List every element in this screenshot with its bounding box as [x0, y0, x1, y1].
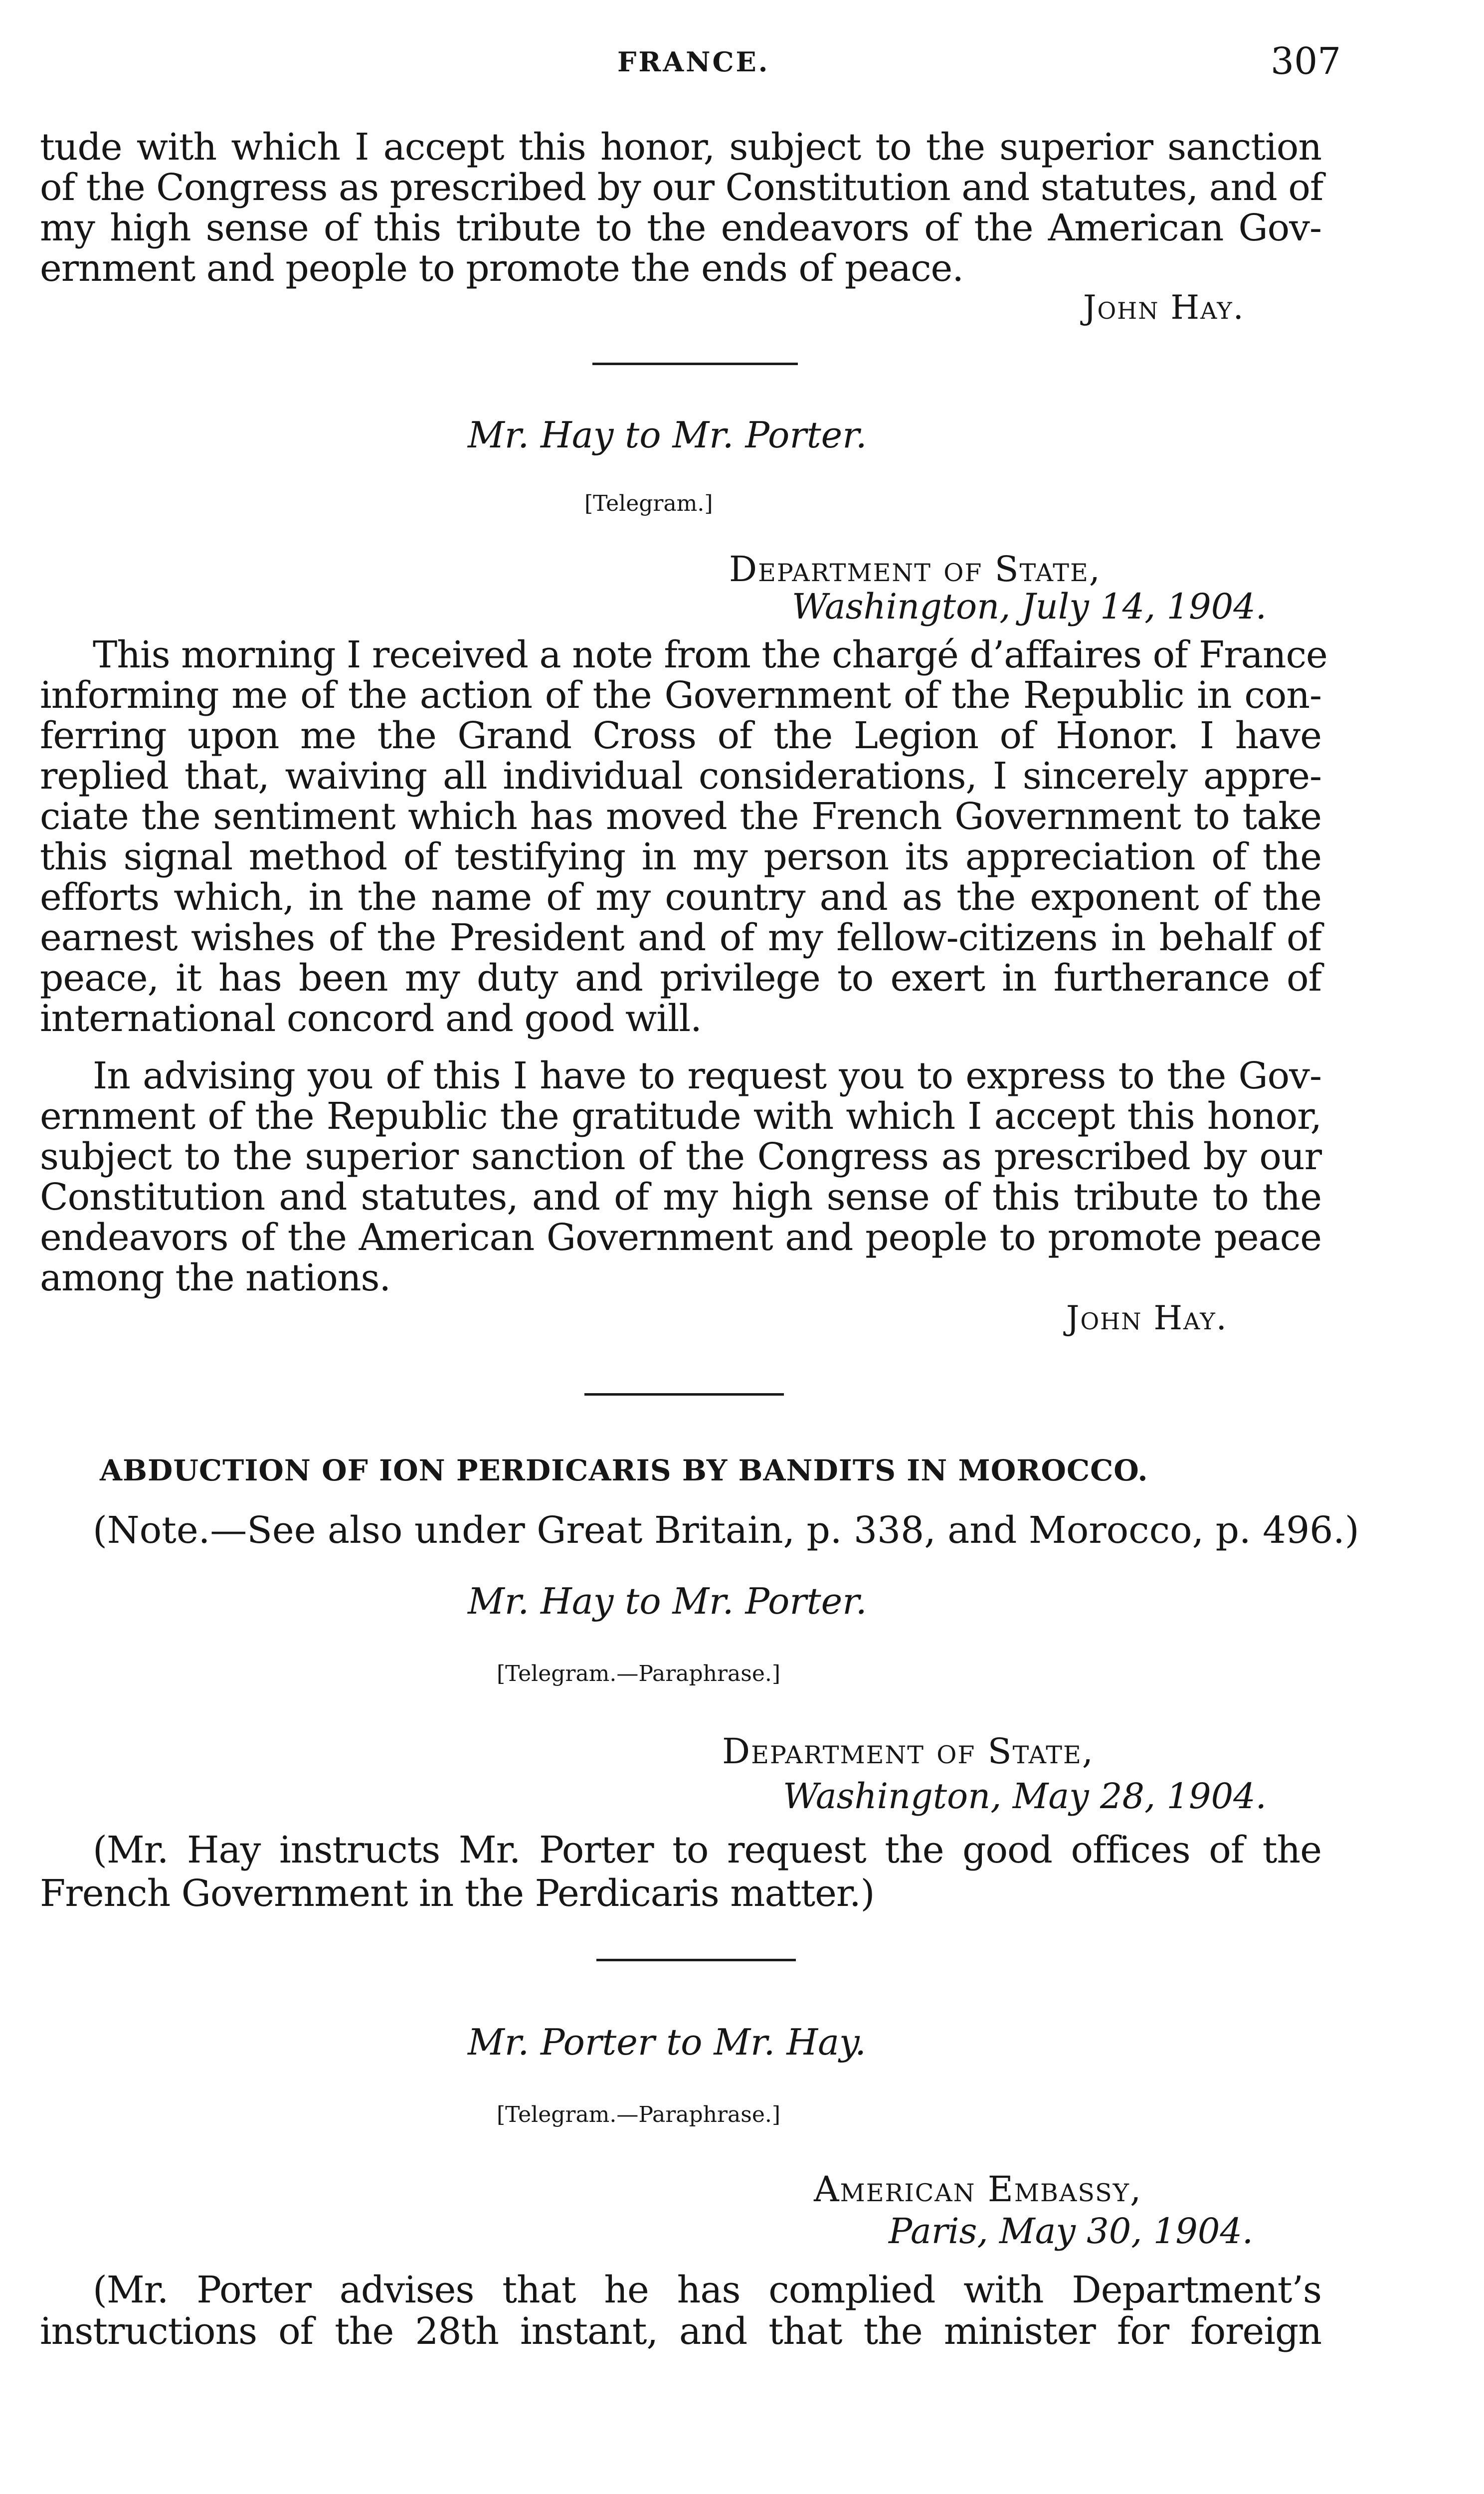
text-line: international concord and good will. — [40, 997, 702, 1040]
text-line: ernment and people to promote the ends of peace. — [40, 247, 963, 290]
page-number: 307 — [1271, 40, 1341, 83]
letter-title: Mr. Porter to Mr. Hay. — [468, 2021, 867, 2063]
sender-line: Department of State, — [729, 549, 1102, 590]
text-line: informing me of the action of the Government of the Republic in con- — [40, 674, 1321, 717]
text-line: among the nations. — [40, 1256, 390, 1299]
section-divider — [596, 1959, 796, 1961]
signature: John Hay. — [1066, 1299, 1228, 1337]
text-line: In advising you of this I have to request you to express to the Gov- — [93, 1054, 1321, 1097]
text-line: ferring upon me the Grand Cross of the Legion of Honor. I have — [40, 714, 1321, 757]
section-heading: ABDUCTION OF ION PERDICARIS BY BANDITS IN MOROCCO. — [100, 1454, 1148, 1487]
text-line: (Mr. Porter advises that he has complied with Department’s — [93, 2269, 1321, 2311]
signature: John Hay. — [1083, 288, 1245, 327]
sender-line: American Embassy, — [814, 2169, 1142, 2210]
text-line: instructions of the 28th instant, and that the minister for foreign — [40, 2310, 1321, 2353]
text-line: This morning I received a note from the chargé d’affaires of France — [93, 633, 1327, 676]
sender-line: Department of State, — [722, 1731, 1095, 1772]
telegram-label: [Telegram.—Paraphrase.] — [497, 2102, 781, 2127]
text-line: tude with which I accept this honor, subject to the superior sanction — [40, 126, 1321, 169]
telegram-label: [Telegram.] — [584, 491, 713, 516]
letter-title: Mr. Hay to Mr. Porter. — [468, 414, 867, 456]
place-date: Washington, July 14, 1904. — [792, 586, 1267, 627]
section-note: (Note.—See also under Great Britain, p. 338, and Morocco, p. 496.) — [93, 1509, 1359, 1552]
section-divider — [592, 363, 798, 365]
text-line: my high sense of this tribute to the endeavors of the American Gov- — [40, 207, 1321, 249]
section-divider — [584, 1393, 784, 1396]
text-line: earnest wishes of the President and of my fellow-citizens in behalf of — [40, 916, 1321, 959]
place-date: Washington, May 28, 1904. — [783, 1776, 1267, 1817]
text-line: efforts which, in the name of my country and as the exponent of the — [40, 876, 1321, 919]
text-line: this signal method of testifying in my person its appreciation of the — [40, 835, 1321, 878]
text-line: peace, it has been my duty and privilege to exert in furtherance of — [40, 957, 1321, 1000]
text-line: ciate the sentiment which has moved the French Government to take — [40, 795, 1321, 838]
text-line: subject to the superior sanction of the Congress as prescribed by our — [40, 1135, 1321, 1178]
text-line: French Government in the Perdicaris matter.) — [40, 1872, 875, 1915]
text-line: (Mr. Hay instructs Mr. Porter to request the good offices of the — [93, 1829, 1321, 1871]
place-date: Paris, May 30, 1904. — [889, 2211, 1254, 2252]
text-line: replied that, waiving all individual considerations, I sincerely appre- — [40, 755, 1321, 798]
running-title: FRANCE. — [617, 46, 770, 78]
text-line: of the Congress as prescribed by our Constitution and statutes, and of — [40, 166, 1323, 209]
telegram-label: [Telegram.—Paraphrase.] — [497, 1661, 781, 1686]
text-line: Constitution and statutes, and of my high sense of this tribute to the — [40, 1176, 1321, 1219]
text-line: ernment of the Republic the gratitude with which I accept this honor, — [40, 1095, 1321, 1138]
text-line: endeavors of the American Government and people to promote peace — [40, 1216, 1321, 1259]
letter-title: Mr. Hay to Mr. Porter. — [468, 1580, 867, 1622]
